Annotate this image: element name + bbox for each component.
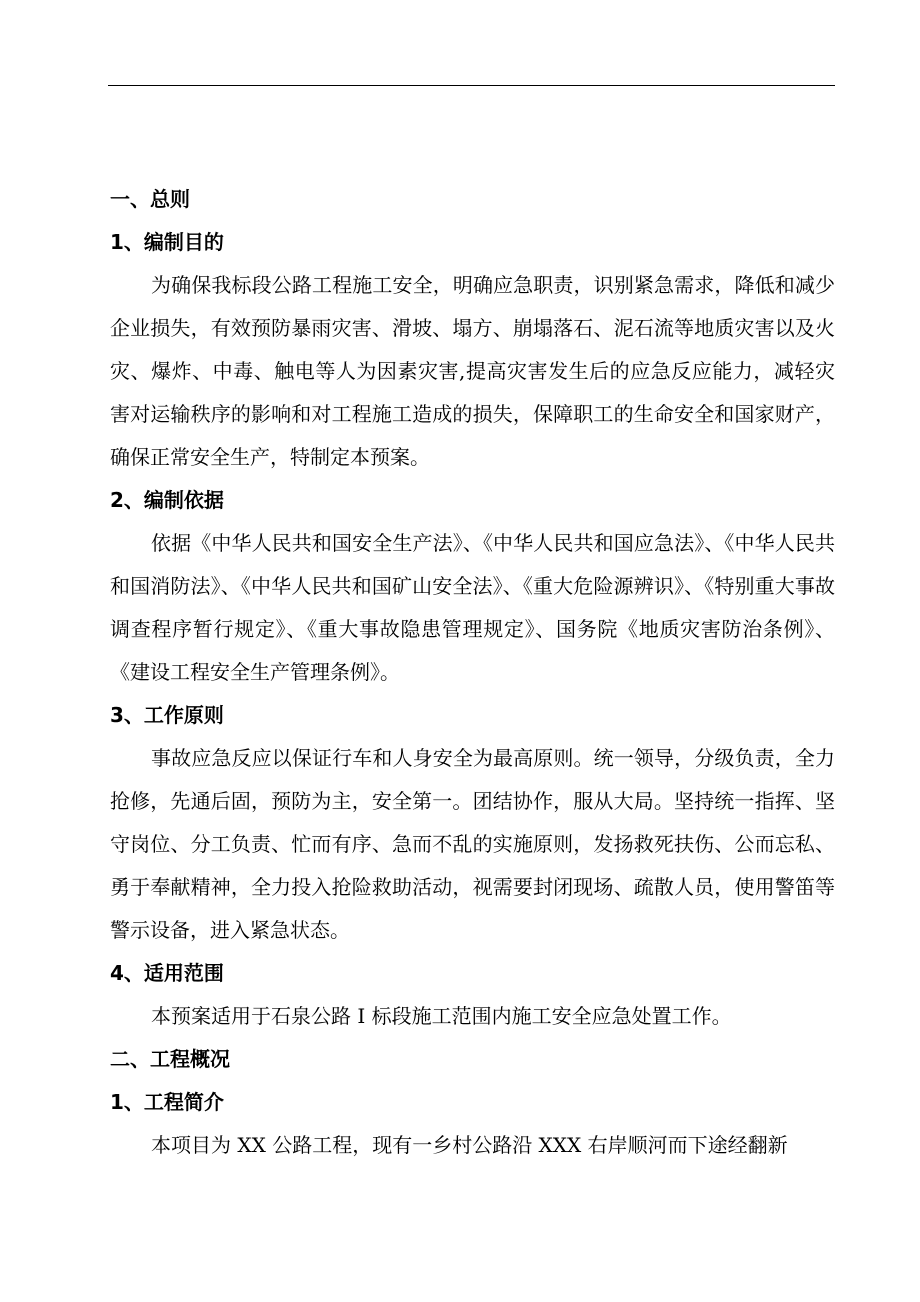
section-heading-overview: 二、工程概况	[110, 1047, 230, 1071]
subheading-purpose: 1、编制目的	[110, 230, 224, 254]
paragraph-scope: 本预案适用于石泉公路 I 标段施工范围内施工安全应急处置工作。	[151, 1004, 732, 1028]
subheading-basis: 2、编制依据	[110, 488, 224, 512]
paragraph-introduction: 本项目为 XX 公路工程，现有一乡村公路沿 XXX 右岸顺河而下途经翻新	[151, 1133, 788, 1157]
section-heading-general: 一、总则	[110, 187, 190, 211]
paragraph-purpose: 为确保我标段公路工程施工安全，明确应急职责，识别紧急需求，降低和减少企业损失，有效预防暴雨灾害、滑坡、塌方、崩塌落石、泥石流等地质灾害以及火灾、爆炸、中毒、触电等人为因素灾害,提高灾害发生后的应急反应能力，减轻灾害对运输秩序的影响和对工程施工造成的损失，保障职工的生命安全和国家财产，确保正常安全生产，特制定本预案。	[110, 273, 835, 469]
subheading-principles: 3、工作原则	[110, 703, 224, 727]
subheading-scope: 4、适用范围	[110, 961, 224, 985]
subheading-introduction: 1、工程简介	[110, 1090, 224, 1114]
paragraph-principles: 事故应急反应以保证行车和人身安全为最高原则。统一领导，分级负责，全力抢修，先通后固，预防为主，安全第一。团结协作，服从大局。坚持统一指挥、坚守岗位、分工负责、忙而有序、急而不乱的实施原则，发扬救死扶伤、公而忘私、勇于奉献精神，全力投入抢险救助活动，视需要封闭现场、疏散人员，使用警笛等警示设备，进入紧急状态。	[110, 746, 835, 942]
document-body	[110, 178, 835, 1167]
header-rule	[108, 85, 835, 86]
paragraph-basis: 依据《中华人民共和国安全生产法》、《中华人民共和国应急法》、《中华人民共和国消防法》、《中华人民共和国矿山安全法》、《重大危险源辨识》、《特别重大事故调查程序暂行规定》、《重大事故隐患管理规定》、国务院《地质灾害防治条例》、《建设工程安全生产管理条例》。	[110, 531, 835, 684]
